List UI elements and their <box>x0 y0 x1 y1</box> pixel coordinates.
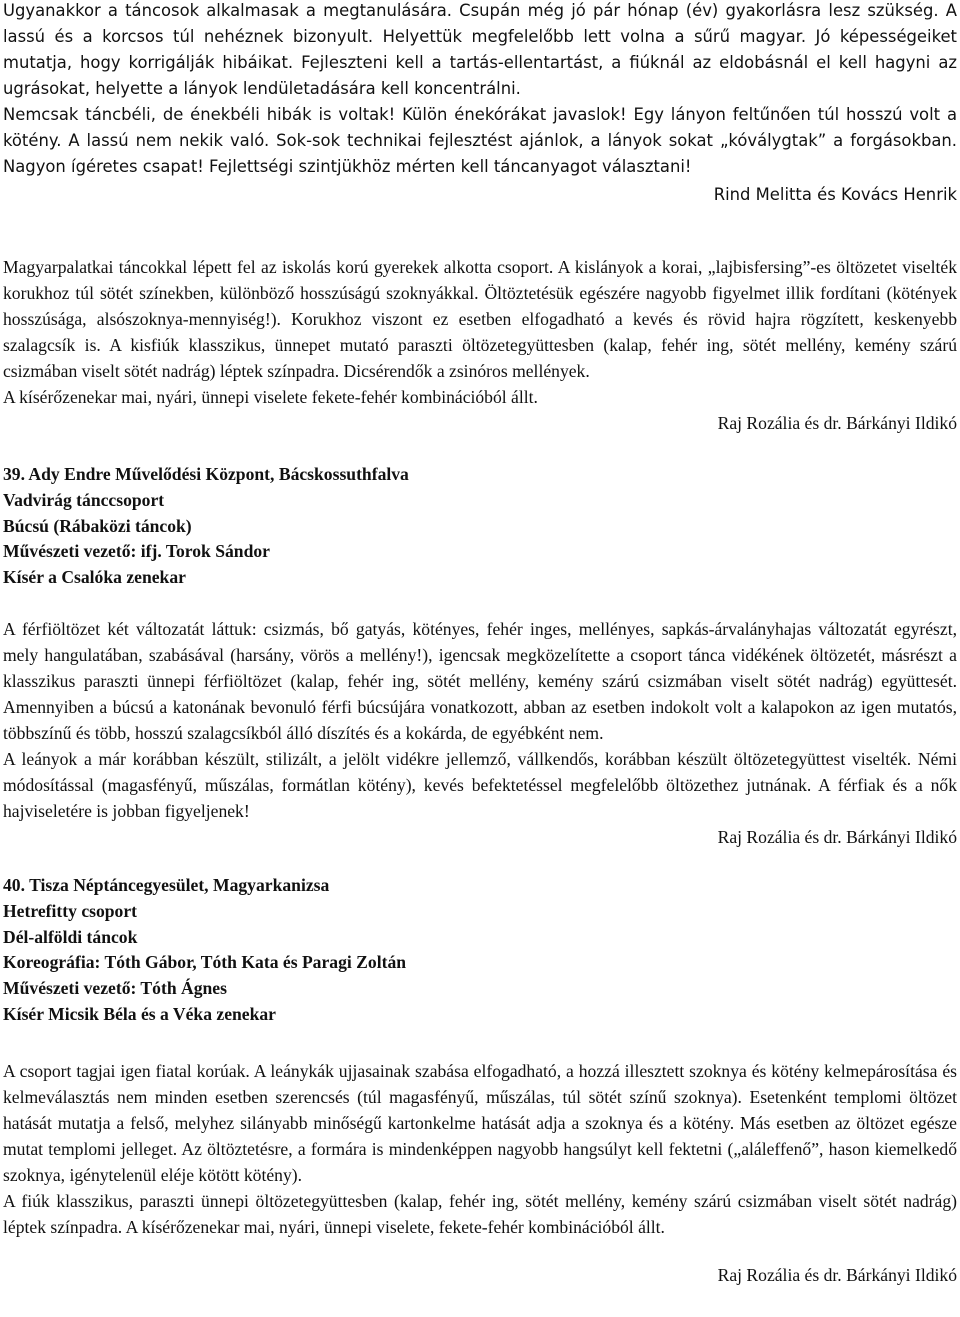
costume-critique <box>3 254 957 436</box>
accompanying-band: Kísér a Csalóka zenekar <box>3 567 186 588</box>
costume-paragraph: A kísérőzenekar mai, nyári, ünnepi viselete fekete-fehér kombinációból állt. <box>3 387 538 407</box>
costume-paragraph: A csoport tagjai igen fiatal korúak. A leánykák ujjasainak szabása elfogadható, a hozzá illesztett szoknya és kötény kelmepárosítása és kelmeválasztás nem minden esetben szerencsés (túl magasfényű, műszálas, túl sötét színű szoknya). Esetenként templomi öltözet hatását mutatja a felső, melyhez silányabb minőségű kartonkelme hatását adja a szoknya és a kötény. Más esetben az öltözet egésze mutat templomi jelleget. Az öltöztetésre, a formára is mindenképpen nagyobb hangsúlyt kell fektetni („aláleffenő”, hason kiemelkedő szoknya, igénytelenül eléje kötött kötény). <box>3 1061 957 1185</box>
dance-title: Búcsú (Rábaközi táncok) <box>3 515 192 536</box>
costume-paragraph: A leányok a már korábban készült, stilizált, a jelölt vidékre jellemző, vállkendős, korábban készült öltözetegyüttest viselték. Némi módosítással (magasfényű, műszálas, formátlan kötény), kevés befektetéssel megfelelőbb öltözethez jutnának. A férfiak és a nők hajviseletére is jobban figyeljenek! <box>3 749 957 821</box>
signature: Rind Melitta és Kovács Henrik <box>713 185 957 204</box>
signature: Raj Rozália és dr. Bárkányi Ildikó <box>717 827 957 847</box>
choreography: Koreográfia: Tóth Gábor, Tóth Kata és Paragi Zoltán <box>3 952 407 973</box>
entry-39-header <box>3 462 957 591</box>
entry-40-header <box>3 873 957 1028</box>
group-name: Hetrefitty csoport <box>3 900 138 921</box>
costume-paragraph: A férfiöltözet két változatát láttuk: csizmás, bő gatyás, kötényes, fehér inges, mellényes, sapkás-árvalányhajas változatát egyrészt, mely hangulatában, szabásával (harsány, vörös a mellény!), igencsak megközelítette a csoport tánca vidékének öltözetét, másrészt a klasszikus paraszti ünnepi férfiöltözet (kalap, fehér ing, sötét mellény, kemény szárú csizmában viselt sötét nadrág) együttesét. Amennyiben a búcsú a katonának bevonuló férfi búcsújára vonatkozott, abban az esetben indokolt volt a kalapokon az igen mutatós, többszínű és több, hosszú szalagcsíkból álló díszítés és a kokárda, de egyébként nem. <box>3 619 957 743</box>
artistic-director: Művészeti vezető: Tóth Ágnes <box>3 978 227 999</box>
entry-title: 39. Ady Endre Művelődési Központ, Bácskossuthfalva <box>3 464 409 484</box>
group-name: Vadvirág tánccsoport <box>3 489 165 510</box>
accompanying-band: Kísér Micsik Béla és a Véka zenekar <box>3 1003 276 1024</box>
entry-39-critique <box>3 616 957 850</box>
critique-paragraph: Nemcsak táncbéli, de énekbéli hibák is voltak! Külön énekórákat javaslok! Egy lányon feltűnően túl hosszú volt a kötény. A lassú nem nekik való. Sok-sok technikai fejlesztést ajánlok, a lányok sokat „kóválygtak” a forgásokban. Nagyon ígéretes csapat! Fejlettségi szintjükhöz mérten kell táncanyagot választani! <box>3 105 957 176</box>
signature: Raj Rozália és dr. Bárkányi Ildikó <box>717 1265 957 1285</box>
entry-title: 40. Tisza Néptáncegyesület, Magyarkanizsa <box>3 875 330 895</box>
signature: Raj Rozália és dr. Bárkányi Ildikó <box>717 413 957 433</box>
costume-paragraph: Magyarpalatkai táncokkal lépett fel az iskolás korú gyerekek alkotta csoport. A kislányok a korai, „lajbisfersing”-es öltözetet viselték korukhoz túl sötét színekben, különböző hosszúságú szoknyákkal. Öltöztetésük egészére nagyobb figyelmet illik fordítani (kötények hosszúsága, alsószoknya-mennyiség!). Korukhoz viszont ez esetben elfogadható a kevés és rövid hajra rögzített, keskenyebb szalagcsík is. A kisfiúk klasszikus, ünnepet mutató paraszti öltözetegyüttesben (kalap, fehér ing, sötét mellény, kemény szárú csizmában viselt sötét nadrág) léptek színpadra. Dicsérendők a zsinóros mellények. <box>3 257 957 381</box>
artistic-director: Művészeti vezető: ifj. Torok Sándor <box>3 541 270 562</box>
previous-entry-critique <box>3 0 957 208</box>
critique-paragraph: Ugyanakkor a táncosok alkalmasak a megtanulására. Csupán még jó pár hónap (év) gyakorlásra lesz szükség. A lassú és a korcsos túl nehéznek bizonyult. Helyettük megfelelőbb lett volna a sűrű magyar. Jó képességeiket mutatja, hogy korrigálják hibáikat. Fejleszteni kell a tartás-ellentartást, a fiúknál az eldobásnál el kell hagyni az ugrásokat, helyette a lányok lendületadására kell koncentrálni. <box>3 1 957 98</box>
costume-paragraph: A fiúk klasszikus, paraszti ünnepi öltözetegyüttesben (kalap, fehér ing, sötét mellény, kemény szárú csizmában viselt sötét nadrág) léptek színpadra. A kísérőzenekar mai, nyári, ünnepi viselete, fekete-fehér kombinációból állt. <box>3 1191 957 1237</box>
entry-40-critique <box>3 1058 957 1288</box>
dance-title: Dél-alföldi táncok <box>3 926 138 947</box>
